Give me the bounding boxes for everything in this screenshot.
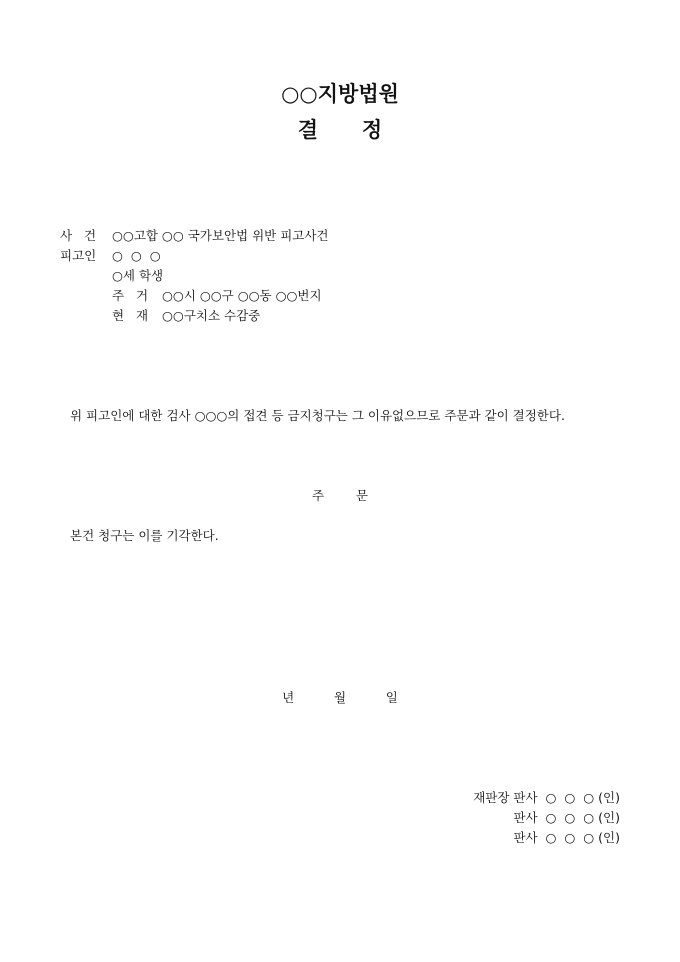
case-label: 사 건: [60, 228, 97, 243]
case-value: ○○고합 ○○ 국가보안법 위반 피고사건: [112, 228, 329, 243]
defendant-name: ○ ○ ○: [112, 248, 161, 263]
judge-name: ○ ○ ○: [545, 810, 595, 825]
defendant-age-occupation: ○세 학생: [112, 268, 164, 283]
document-type-title: 결 정: [297, 117, 383, 142]
judge-seal: (인): [598, 810, 620, 825]
order-heading: 주 문: [312, 488, 368, 503]
residence-label: 주 거: [112, 288, 149, 303]
judge-title: 판사: [513, 810, 538, 825]
judge-line-associate-2: [505, 808, 620, 848]
judge-title: 판사: [513, 830, 538, 845]
judge-title: 재판장 판사: [473, 790, 538, 805]
residence-value: ○○시 ○○구 ○○동 ○○번지: [162, 288, 322, 303]
order-text: 본건 청구는 이를 기각한다.: [70, 528, 219, 543]
judge-name: ○ ○ ○: [545, 830, 595, 845]
judge-seal: (인): [598, 830, 620, 845]
judge-name: ○ ○ ○: [545, 790, 595, 805]
current-location-value: ○○구치소 수감중: [162, 308, 261, 323]
reason-paragraph: 위 피고인에 대한 검사 ○○○의 접견 등 금지청구는 그 이유없으므로 주문과 같이 결정한다.: [70, 408, 565, 423]
decision-date: 년 월 일: [282, 690, 398, 705]
defendant-label: 피고인: [60, 248, 97, 263]
current-location-label: 현 재: [112, 308, 149, 323]
judge-seal: (인): [598, 790, 620, 805]
court-name: ○○지방법원: [281, 81, 399, 106]
